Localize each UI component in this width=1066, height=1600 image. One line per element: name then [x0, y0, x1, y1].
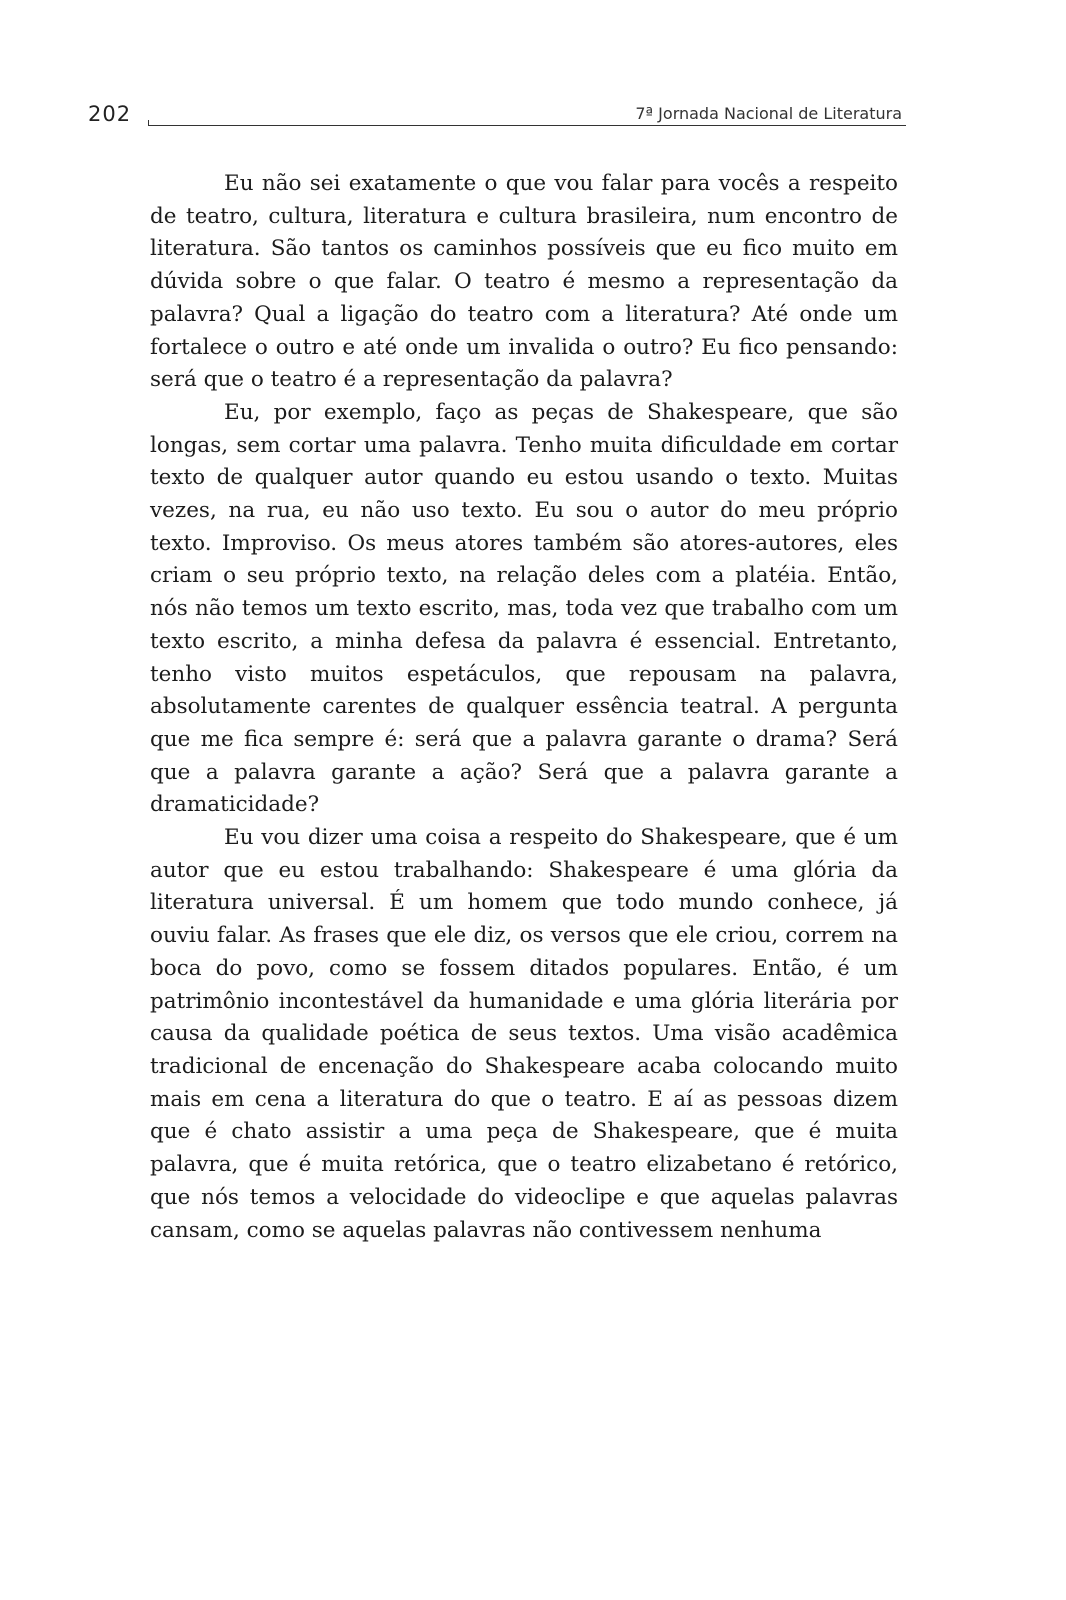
page-number: 202: [88, 102, 132, 126]
header-rule: [148, 125, 906, 126]
page-header: [88, 100, 906, 130]
paragraph-1: Eu não sei exatamente o que vou falar para vocês a respeito de teatro, cultura, literatura e cultura brasileira, num encontro de literatura. São tantos os caminhos possíveis que eu fico muito em dúvida sobre o que falar. O teatro é mesmo a representação da palavra? Qual a ligação do teatro com a literatura? Até onde um fortalece o outro e até onde um invalida o outro? Eu fico pensando: será que o teatro é a representação da palavra?: [150, 171, 898, 393]
body-text: [150, 168, 898, 1247]
running-title: 7ª Jornada Nacional de Literatura: [635, 104, 902, 123]
paragraph-3: Eu vou dizer uma coisa a respeito do Shakespeare, que é um autor que eu estou trabalhando: Shakespeare é uma glória da literatura universal. É um homem que todo mundo conhece, já ouviu falar. As frases que ele diz, os versos que ele criou, correm na boca do povo, como se fossem ditados populares. Então, é um patrimônio incontestável da humanidade e uma glória literária por causa da qualidade poética de seus textos. Uma visão acadêmica tradicional de encenação do Shakespeare acaba colocando muito mais em cena a literatura do que o teatro. E aí as pessoas dizem que é chato assistir a uma peça de Shakespeare, que é muita palavra, que é muita retórica, que o teatro elizabetano é retórico, que nós temos a velocidade do videoclipe e que aquelas palavras cansam, como se aquelas palavras não contivessem nenhuma: [150, 825, 898, 1243]
paragraph-2: Eu, por exemplo, faço as peças de Shakespeare, que são longas, sem cortar uma palavra. Tenho muita dificuldade em cortar texto de qualquer autor quando eu estou usando o texto. Muitas vezes, na rua, eu não uso texto. Eu sou o autor do meu próprio texto. Improviso. Os meus atores também são atores-autores, eles criam o seu próprio texto, na relação deles com a platéia. Então, nós não temos um texto escrito, mas, toda vez que trabalho com um texto escrito, a minha defesa da palavra é essencial. Entretanto, tenho visto muitos espetáculos, que repousam na palavra, absolutamente carentes de qualquer essência teatral. A pergunta que me fica sempre é: será que a palavra garante o drama? Será que a palavra garante a ação? Será que a palavra garante a dramaticidade?: [150, 399, 898, 818]
